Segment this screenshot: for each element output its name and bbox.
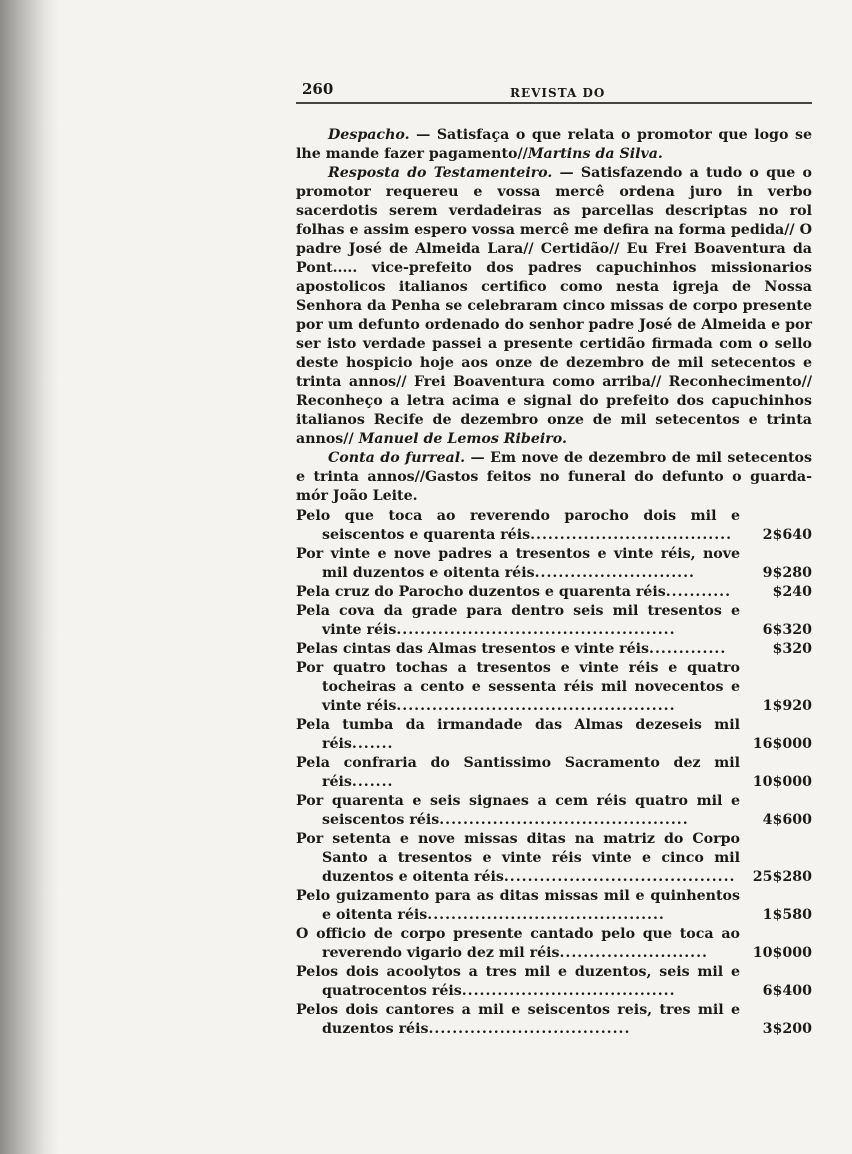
entry-amount: 4$600 xyxy=(762,812,812,828)
entry-description: Pelos dois acoolytos a tres mil e duzentos, seis mil e quatrocentos réis xyxy=(296,964,740,999)
entry-description: Por quatro tochas a tresentos e vinte réis e quatro tocheiras a cento e sessenta réis mil novecentos e vinte réis xyxy=(296,660,740,714)
entry-description: Pela cova da grade para dentro seis mil tresentos e vinte réis xyxy=(296,603,740,638)
ledger-entry xyxy=(296,925,812,963)
paragraph-label: Conta do furreal. xyxy=(328,450,466,466)
leader-dots: ........................................ xyxy=(427,907,665,923)
paragraph-conta xyxy=(296,449,812,506)
entry-amount: 3$200 xyxy=(762,1021,812,1037)
leader-dots: ........................... xyxy=(534,565,695,581)
entry-description: Pelo guizamento para as ditas missas mil e quinhentos e oitenta réis xyxy=(296,888,740,923)
paragraph-despacho xyxy=(296,126,812,164)
leader-dots: ............. xyxy=(649,641,727,657)
running-title: REVISTA DO xyxy=(510,86,606,100)
entry-description: Pelo que toca ao reverendo parocho dois mil e seiscentos e quarenta réis xyxy=(296,508,740,543)
leader-dots: .......................................... xyxy=(439,812,689,828)
entry-amount: 6$400 xyxy=(762,983,812,999)
entry-amount: 16$000 xyxy=(752,736,812,752)
paragraph-label: Resposta do Testamenteiro. xyxy=(328,165,553,181)
expense-ledger xyxy=(296,507,812,1039)
ledger-entry xyxy=(296,640,812,659)
paragraph-text: — Satisfazendo a tudo o que o promotor requereu e vossa mercê ordena juro in verbo sacerdotis serem verdadeiras as parcellas descriptas no rol folhas e assim espero vossa mercê me defira na forma pedida// O padre José de Almeida Lara// Certidão// Eu Frei Boaventura da Pont..... vice-prefeito dos padres capuchinhos missionarios apostolicos italianos certifico como nesta igreja de Nossa Senhora da Penha se celebraram cinco missas de corpo presente por um defunto ordenado do senhor padre José de Almeida e por ser isto verdade passei a presente certidão firmada com o sello deste hospicio hoje aos onze de dezembro de mil setecentos e trinta annos// Frei Boaventura como arriba// Reconhecimento// Reconheço a letra acima e signal do prefeito dos capuchinhos italianos Recife de dezembro onze de mil setecentos e trinta annos// xyxy=(296,165,812,447)
ledger-entry xyxy=(296,583,812,602)
ledger-entry xyxy=(296,659,812,716)
leader-dots: ........... xyxy=(665,584,732,600)
entry-description: Por setenta e nove missas ditas na matriz do Corpo Santo a tresentos e vinte réis vinte e cinco mil duzentos e oitenta réis xyxy=(296,831,740,885)
leader-dots: ............................................... xyxy=(396,622,676,638)
ledger-entry xyxy=(296,754,812,792)
entry-amount: 9$280 xyxy=(762,565,812,581)
entry-description: Pelas cintas das Almas tresentos e vinte réis xyxy=(296,641,650,657)
page-number: 260 xyxy=(302,80,334,98)
entry-description: Pela confraria do Santissimo Sacramento dez mil réis xyxy=(296,755,740,790)
entry-description: Pela cruz do Parocho duzentos e quarenta réis xyxy=(296,584,666,600)
ledger-entry xyxy=(296,545,812,583)
body-text xyxy=(296,126,812,506)
ledger-entry xyxy=(296,887,812,925)
ledger-entry xyxy=(296,963,812,1001)
ledger-entry xyxy=(296,830,812,887)
leader-dots: ....... xyxy=(351,774,394,790)
entry-amount: 6$320 xyxy=(762,622,812,638)
entry-description: Por vinte e nove padres a tresentos e vinte réis, nove mil duzentos e oitenta réis xyxy=(296,546,740,581)
paragraph-text: — Em nove de dezembro de mil setecentos e trinta annos//Gastos feitos no funeral do defunto o guarda-mór João Leite. xyxy=(296,450,812,504)
running-head xyxy=(296,80,812,104)
leader-dots: ......................... xyxy=(559,945,708,961)
paragraph-resposta xyxy=(296,164,812,449)
ledger-entry xyxy=(296,716,812,754)
paragraph-signature: Martins da Silva. xyxy=(527,146,663,162)
entry-amount: 2$640 xyxy=(762,527,812,543)
ledger-entry xyxy=(296,507,812,545)
entry-description: Por quarenta e seis signaes a cem réis quatro mil e seiscentos réis xyxy=(296,793,740,828)
entry-description: Pelos dois cantores a mil e seiscentos reis, tres mil e duzentos réis xyxy=(296,1002,740,1037)
paragraph-label: Despacho. xyxy=(328,127,410,143)
entry-amount: $320 xyxy=(772,641,812,657)
ledger-entry xyxy=(296,1001,812,1039)
paragraph-text: — Satisfaça o que relata o promotor que logo se lhe mande fazer pagamento// xyxy=(296,127,812,162)
entry-description: O officio de corpo presente cantado pelo que toca ao reverendo vigario dez mil réis xyxy=(296,926,740,961)
scan-edge-shadow xyxy=(0,0,60,1154)
book-page xyxy=(296,80,812,1039)
leader-dots: ............................................... xyxy=(396,698,676,714)
ledger-entry xyxy=(296,602,812,640)
entry-amount: 10$000 xyxy=(752,945,812,961)
entry-amount: 1$580 xyxy=(762,907,812,923)
entry-amount: 10$000 xyxy=(752,774,812,790)
paragraph-signature: Manuel de Lemos Ribeiro. xyxy=(358,431,567,447)
leader-dots: .................................. xyxy=(530,527,733,543)
entry-amount: $240 xyxy=(772,584,812,600)
leader-dots: .................................... xyxy=(461,983,676,999)
leader-dots: .................................. xyxy=(428,1021,631,1037)
entry-description: Pela tumba da irmandade das Almas dezeseis mil réis xyxy=(296,717,740,752)
leader-dots: ....................................... xyxy=(503,869,736,885)
ledger-entry xyxy=(296,792,812,830)
leader-dots: ....... xyxy=(351,736,394,752)
entry-amount: 1$920 xyxy=(762,698,812,714)
entry-amount: 25$280 xyxy=(752,869,812,885)
